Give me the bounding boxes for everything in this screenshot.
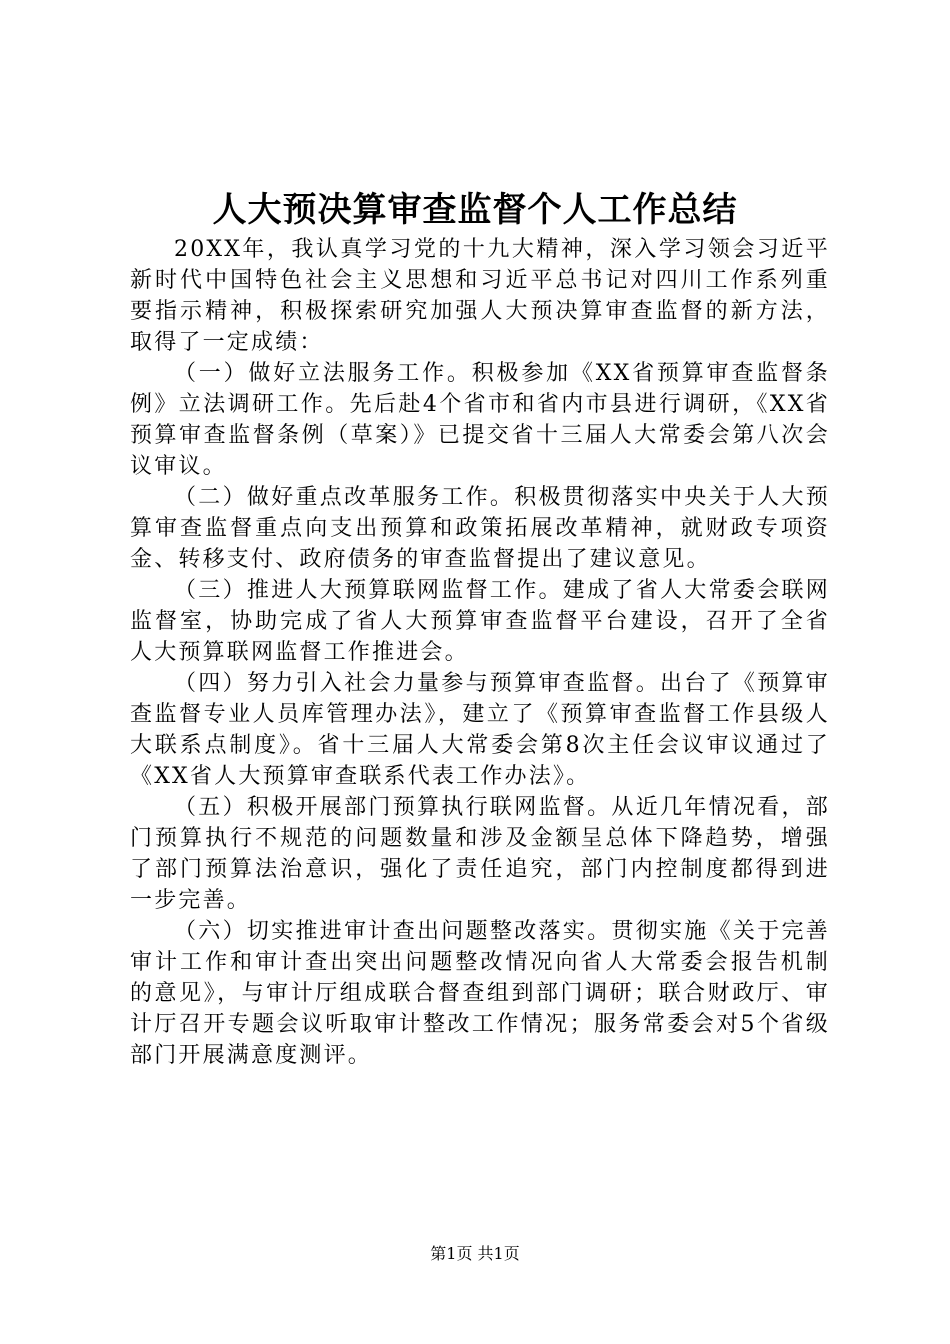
- paragraph-4: （四）努力引入社会力量参与预算审查监督。出台了《预算审查监督专业人员库管理办法》，建立了《预算审查监督工作县级人大联系点制度》。省十三届人大常委会第8次主任会议审议通过了《XX省人大预算审查联系代表工作办法》。: [130, 671, 830, 789]
- document-title: 人大预决算审查监督个人工作总结: [212, 190, 738, 230]
- paragraph-1: （一）做好立法服务工作。积极参加《XX省预算审查监督条例》立法调研工作。先后赴4个省市和省内市县进行调研，《XX省预算审查监督条例（草案）》已提交省十三届人大常委会第八次会议审议。: [130, 361, 830, 479]
- paragraph-2: （二）做好重点改革服务工作。积极贯彻落实中央关于人大预算审查监督重点向支出预算和政策拓展改革精神，就财政专项资金、转移支付、政府债务的审查监督提出了建议意见。: [130, 485, 830, 572]
- paragraph-intro: 20XX年，我认真学习党的十九大精神，深入学习领会习近平新时代中国特色社会主义思想和习近平总书记对四川工作系列重要指示精神，积极探索研究加强人大预决算审查监督的新方法，取得了一定成绩：: [130, 237, 830, 355]
- paragraph-3: （三）推进人大预算联网监督工作。建成了省人大常委会联网监督室，协助完成了省人大预算审查监督平台建设，召开了全省人大预算联网监督工作推进会。: [130, 578, 830, 665]
- paragraph-5: （五）积极开展部门预算执行联网监督。从近几年情况看，部门预算执行不规范的问题数量和涉及金额呈总体下降趋势，增强了部门预算法治意识，强化了责任追究，部门内控制度都得到进一步完善。: [130, 795, 830, 913]
- page-number-footer: 第1页 共1页: [430, 1244, 520, 1263]
- document-body: [130, 234, 830, 1071]
- paragraph-6: （六）切实推进审计查出问题整改落实。贯彻实施《关于完善审计工作和审计查出突出问题整改情况向省人大常委会报告机制的意见》，与审计厅组成联合督查组到部门调研；联合财政厅、审计厅召开专题会议听取审计整改工作情况；服务常委会对5个省级部门开展满意度测评。: [130, 919, 830, 1068]
